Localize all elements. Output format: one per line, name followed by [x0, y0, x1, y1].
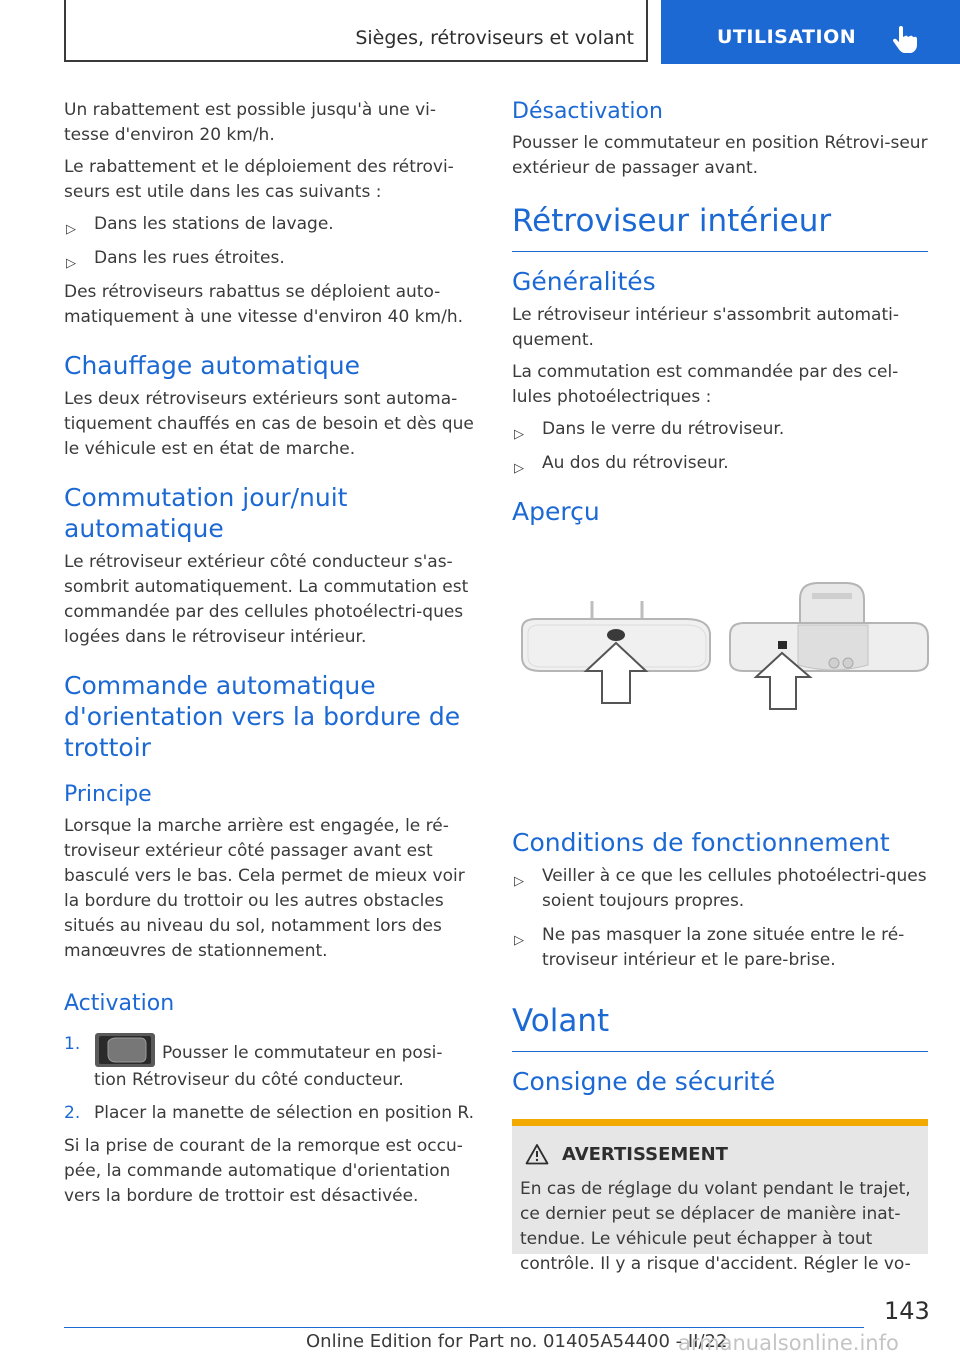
- step-text: Pousser le commutateur en posi-tion Rétroviseur du côté conducteur.: [94, 1043, 443, 1090]
- heading-activation: Activation: [64, 991, 175, 1016]
- heading-principle: Principe: [64, 782, 152, 807]
- heading-general: Généralités: [512, 267, 656, 296]
- step-number: 2.: [64, 1103, 81, 1123]
- warning-triangle-icon: [525, 1143, 549, 1165]
- list-item: [512, 417, 928, 442]
- list-item-text: Dans les stations de lavage.: [94, 214, 334, 234]
- heading-day-night: Commutation jour/nuit automatique: [64, 483, 348, 543]
- paragraph: Les deux rétroviseurs extérieurs sont automa-tiquement chauffés en cas de besoin et dès que le véhicule est en état de marche.: [64, 389, 474, 459]
- paragraph: Un rabattement est possible jusqu'à une vi-tesse d'environ 20 km/h.: [64, 100, 437, 145]
- heading-heating: Chauffage automatique: [64, 351, 360, 380]
- mirror-switch-button-icon: [94, 1032, 156, 1068]
- section-tab: [661, 0, 960, 64]
- right-column: [512, 98, 928, 1274]
- footer-divider: [64, 1327, 864, 1328]
- list-item-text: Au dos du rétroviseur.: [542, 453, 729, 473]
- paragraph: Si la prise de courant de la remorque est occu-pée, la commande automatique d'orientation vers la bordure de trottoir est désactivée.: [64, 1136, 463, 1206]
- chapter-title: Sièges, rétroviseurs et volant: [355, 27, 634, 49]
- step-item: [64, 1101, 474, 1126]
- paragraph: Le rétroviseur extérieur côté conducteur s'as-sombrit automatiquement. La commutation est commandée par des cellules photoélectri-ques logées dans le rétroviseur intérieur.: [64, 552, 469, 647]
- triangle-bullet-icon: ▷: [514, 874, 524, 889]
- hand-pointer-icon: [891, 26, 917, 54]
- warning-title: [520, 1144, 920, 1165]
- paragraph: Le rétroviseur intérieur s'assombrit automati-quement.: [512, 305, 899, 350]
- warning-label: AVERTISSEMENT: [562, 1144, 728, 1165]
- triangle-bullet-icon: ▷: [514, 933, 524, 948]
- warning-box: [512, 1119, 928, 1274]
- footer-edition: Online Edition for Part no. 01405A54400 - II/22: [306, 1331, 728, 1352]
- interior-mirror-illustration: [512, 571, 928, 751]
- triangle-bullet-icon: ▷: [514, 461, 524, 476]
- triangle-bullet-icon: ▷: [66, 222, 76, 237]
- heading-conditions: Conditions de fonctionnement: [512, 828, 890, 857]
- chapter-header: [64, 0, 648, 62]
- paragraph: La commutation est commandée par des cel-lules photoélectriques :: [512, 362, 899, 407]
- warning-text: En cas de réglage du volant pendant le trajet, ce dernier peut se déplacer de manière inat-tendue. Le véhicule peut échapper à tout contrôle. Il y a risque d'accident. Régler le vo-: [520, 1179, 911, 1274]
- mirror-front-view: [522, 601, 710, 703]
- heading-safety: Consigne de sécurité: [512, 1067, 776, 1096]
- heading-overview: Aperçu: [512, 497, 600, 526]
- paragraph: Le rabattement et le déploiement des rétrovi-seurs est utile dans les cas suivants :: [64, 157, 454, 202]
- section-label: UTILISATION: [717, 26, 857, 48]
- heading-deactivation: Désactivation: [512, 99, 663, 124]
- list-item: [512, 923, 928, 973]
- triangle-bullet-icon: ▷: [66, 256, 76, 271]
- list-item-text: Ne pas masquer la zone située entre le ré-troviseur intérieur et le pare-brise.: [542, 925, 905, 970]
- step-item: [64, 1032, 474, 1093]
- list-item: [512, 864, 928, 914]
- footer-watermark: armanualsonline.info: [678, 1331, 899, 1355]
- heading-curb-tilt: Commande automatique d'orientation vers la bordure de trottoir: [64, 671, 461, 762]
- paragraph: Pousser le commutateur en position Rétrovi-seur extérieur de passager avant.: [512, 133, 928, 178]
- list-item-text: Dans les rues étroites.: [94, 248, 285, 268]
- paragraph: Des rétroviseurs rabattus se déploient auto-matiquement à une vitesse d'environ 40 km/h.: [64, 282, 463, 327]
- list-item-text: Dans le verre du rétroviseur.: [542, 419, 785, 439]
- step-number: 1.: [64, 1034, 81, 1054]
- left-column: [64, 98, 474, 1216]
- paragraph: Lorsque la marche arrière est engagée, le ré-troviseur extérieur côté passager avant est basculé vers le bas. Cela permet de mieux voir la bordure du trottoir ou les autres obstacles situés au niveau du sol, notamment lors des manœuvres de stationnement.: [64, 816, 465, 961]
- list-item: [512, 451, 928, 476]
- list-item-text: Veiller à ce que les cellules photoélectri-ques soient toujours propres.: [542, 866, 927, 911]
- page-number: 143: [884, 1297, 930, 1325]
- list-item: [64, 246, 474, 271]
- heading-interior-mirror: Rétroviseur intérieur: [512, 201, 928, 252]
- heading-steering-wheel: Volant: [512, 1001, 928, 1052]
- mirror-rear-view: [730, 583, 928, 709]
- step-text: Placer la manette de sélection en position R.: [94, 1103, 474, 1123]
- triangle-bullet-icon: ▷: [514, 427, 524, 442]
- list-item: [64, 212, 474, 237]
